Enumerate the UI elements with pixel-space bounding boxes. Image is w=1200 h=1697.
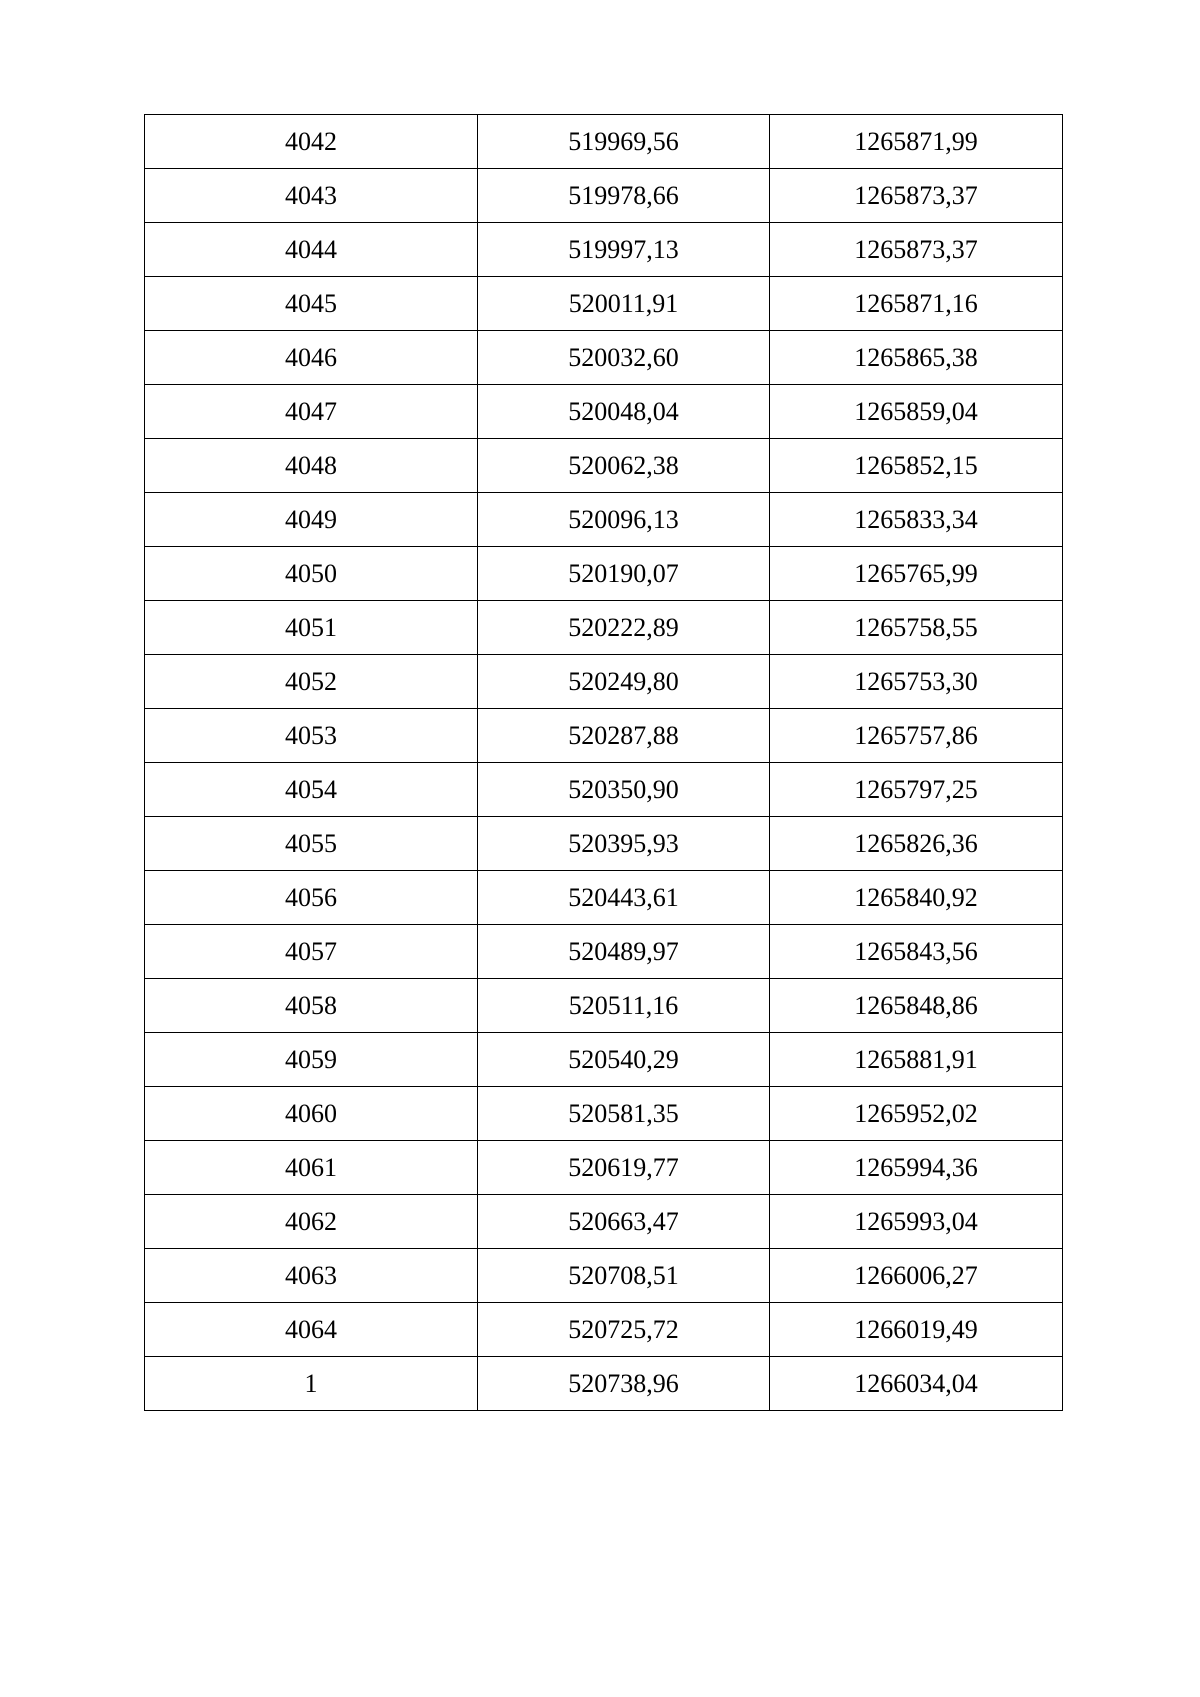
y-coordinate-cell: 1265758,55 bbox=[770, 601, 1063, 655]
point-number-cell: 4057 bbox=[145, 925, 478, 979]
table-row bbox=[145, 709, 1063, 763]
point-number-cell: 4048 bbox=[145, 439, 478, 493]
table-row bbox=[145, 223, 1063, 277]
point-number-cell: 4060 bbox=[145, 1087, 478, 1141]
y-coordinate-cell: 1265843,56 bbox=[770, 925, 1063, 979]
table-row bbox=[145, 871, 1063, 925]
table-row bbox=[145, 331, 1063, 385]
point-number-cell: 1 bbox=[145, 1357, 478, 1411]
x-coordinate-cell: 520663,47 bbox=[478, 1195, 770, 1249]
table-row bbox=[145, 439, 1063, 493]
table-row bbox=[145, 979, 1063, 1033]
point-number-cell: 4050 bbox=[145, 547, 478, 601]
table-row bbox=[145, 1141, 1063, 1195]
x-coordinate-cell: 520511,16 bbox=[478, 979, 770, 1033]
point-number-cell: 4064 bbox=[145, 1303, 478, 1357]
x-coordinate-cell: 520222,89 bbox=[478, 601, 770, 655]
table-row bbox=[145, 925, 1063, 979]
table-row bbox=[145, 493, 1063, 547]
table-row bbox=[145, 1357, 1063, 1411]
y-coordinate-cell: 1265757,86 bbox=[770, 709, 1063, 763]
x-coordinate-cell: 520619,77 bbox=[478, 1141, 770, 1195]
y-coordinate-cell: 1265826,36 bbox=[770, 817, 1063, 871]
table-row bbox=[145, 1303, 1063, 1357]
x-coordinate-cell: 520032,60 bbox=[478, 331, 770, 385]
y-coordinate-cell: 1265994,36 bbox=[770, 1141, 1063, 1195]
x-coordinate-cell: 520048,04 bbox=[478, 385, 770, 439]
point-number-cell: 4046 bbox=[145, 331, 478, 385]
y-coordinate-cell: 1265952,02 bbox=[770, 1087, 1063, 1141]
x-coordinate-cell: 520249,80 bbox=[478, 655, 770, 709]
x-coordinate-cell: 520581,35 bbox=[478, 1087, 770, 1141]
x-coordinate-cell: 520725,72 bbox=[478, 1303, 770, 1357]
x-coordinate-cell: 520708,51 bbox=[478, 1249, 770, 1303]
y-coordinate-cell: 1265881,91 bbox=[770, 1033, 1063, 1087]
table-row bbox=[145, 169, 1063, 223]
y-coordinate-cell: 1265840,92 bbox=[770, 871, 1063, 925]
y-coordinate-cell: 1265765,99 bbox=[770, 547, 1063, 601]
x-coordinate-cell: 520443,61 bbox=[478, 871, 770, 925]
point-number-cell: 4053 bbox=[145, 709, 478, 763]
x-coordinate-cell: 519997,13 bbox=[478, 223, 770, 277]
table-row bbox=[145, 1195, 1063, 1249]
point-number-cell: 4063 bbox=[145, 1249, 478, 1303]
table-row bbox=[145, 601, 1063, 655]
table-row bbox=[145, 1033, 1063, 1087]
point-number-cell: 4056 bbox=[145, 871, 478, 925]
table-row bbox=[145, 385, 1063, 439]
x-coordinate-cell: 520062,38 bbox=[478, 439, 770, 493]
point-number-cell: 4049 bbox=[145, 493, 478, 547]
y-coordinate-cell: 1265833,34 bbox=[770, 493, 1063, 547]
y-coordinate-cell: 1266006,27 bbox=[770, 1249, 1063, 1303]
y-coordinate-cell: 1265848,86 bbox=[770, 979, 1063, 1033]
table-row bbox=[145, 1087, 1063, 1141]
x-coordinate-cell: 520395,93 bbox=[478, 817, 770, 871]
y-coordinate-cell: 1265753,30 bbox=[770, 655, 1063, 709]
point-number-cell: 4062 bbox=[145, 1195, 478, 1249]
point-number-cell: 4044 bbox=[145, 223, 478, 277]
point-number-cell: 4043 bbox=[145, 169, 478, 223]
table-row bbox=[145, 1249, 1063, 1303]
x-coordinate-cell: 519978,66 bbox=[478, 169, 770, 223]
point-number-cell: 4045 bbox=[145, 277, 478, 331]
x-coordinate-cell: 520738,96 bbox=[478, 1357, 770, 1411]
y-coordinate-cell: 1265993,04 bbox=[770, 1195, 1063, 1249]
point-number-cell: 4054 bbox=[145, 763, 478, 817]
table-row bbox=[145, 655, 1063, 709]
x-coordinate-cell: 520190,07 bbox=[478, 547, 770, 601]
x-coordinate-cell: 520489,97 bbox=[478, 925, 770, 979]
y-coordinate-cell: 1265873,37 bbox=[770, 169, 1063, 223]
coordinates-table-body bbox=[145, 115, 1063, 1411]
table-row bbox=[145, 817, 1063, 871]
y-coordinate-cell: 1265859,04 bbox=[770, 385, 1063, 439]
y-coordinate-cell: 1265852,15 bbox=[770, 439, 1063, 493]
table-row bbox=[145, 763, 1063, 817]
point-number-cell: 4061 bbox=[145, 1141, 478, 1195]
x-coordinate-cell: 520011,91 bbox=[478, 277, 770, 331]
y-coordinate-cell: 1266019,49 bbox=[770, 1303, 1063, 1357]
y-coordinate-cell: 1265873,37 bbox=[770, 223, 1063, 277]
x-coordinate-cell: 519969,56 bbox=[478, 115, 770, 169]
point-number-cell: 4058 bbox=[145, 979, 478, 1033]
x-coordinate-cell: 520096,13 bbox=[478, 493, 770, 547]
y-coordinate-cell: 1265865,38 bbox=[770, 331, 1063, 385]
point-number-cell: 4042 bbox=[145, 115, 478, 169]
point-number-cell: 4059 bbox=[145, 1033, 478, 1087]
y-coordinate-cell: 1265871,16 bbox=[770, 277, 1063, 331]
point-number-cell: 4047 bbox=[145, 385, 478, 439]
table-row bbox=[145, 547, 1063, 601]
y-coordinate-cell: 1266034,04 bbox=[770, 1357, 1063, 1411]
table-row bbox=[145, 115, 1063, 169]
x-coordinate-cell: 520350,90 bbox=[478, 763, 770, 817]
point-number-cell: 4052 bbox=[145, 655, 478, 709]
y-coordinate-cell: 1265797,25 bbox=[770, 763, 1063, 817]
x-coordinate-cell: 520287,88 bbox=[478, 709, 770, 763]
coordinates-table bbox=[144, 114, 1063, 1411]
point-number-cell: 4055 bbox=[145, 817, 478, 871]
point-number-cell: 4051 bbox=[145, 601, 478, 655]
y-coordinate-cell: 1265871,99 bbox=[770, 115, 1063, 169]
x-coordinate-cell: 520540,29 bbox=[478, 1033, 770, 1087]
table-row bbox=[145, 277, 1063, 331]
